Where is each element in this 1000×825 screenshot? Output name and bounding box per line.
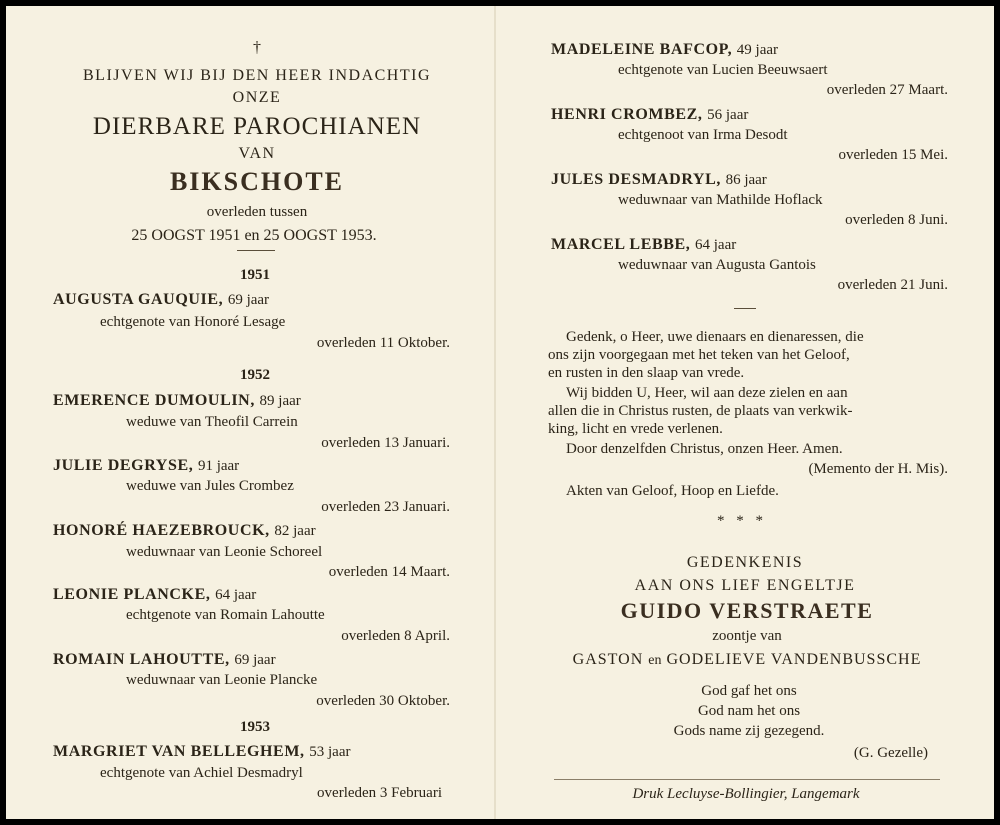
memorial-line-4: zoontje van <box>712 628 782 644</box>
memorial-line-2: AAN ONS LIEF ENGELTJE <box>634 577 856 594</box>
death-date: overleden 13 Januari. <box>321 435 450 451</box>
death-date: overleden 23 Januari. <box>321 499 450 515</box>
relation: echtgenote van Romain Lahoutte <box>126 607 325 623</box>
prayer-source: (Memento der H. Mis). <box>808 461 948 477</box>
poem-author: (G. Gezelle) <box>853 745 928 761</box>
deceased-name: LEONIE PLANCKE, 64 jaar <box>53 586 257 603</box>
prayer-line: ons zijn voorgegaan met het teken van het Geloof, <box>548 347 850 363</box>
poem-line: God nam het ons <box>697 703 801 719</box>
death-date: overleden 8 Juni. <box>845 212 948 228</box>
relation: weduwe van Jules Crombez <box>126 478 294 494</box>
fold-line <box>494 6 496 819</box>
memorial-card <box>6 6 994 819</box>
relation: echtgenote van Honoré Lesage <box>100 314 286 330</box>
prayer-acts: Akten van Geloof, Hoop en Liefde. <box>566 483 779 499</box>
deceased-name: MARGRIET VAN BELLEGHEM, 53 jaar <box>53 743 351 760</box>
relation: weduwnaar van Mathilde Hoflack <box>618 192 823 208</box>
death-date: overleden 21 Juni. <box>837 277 948 293</box>
deceased-name: HONORÉ HAEZEBROUCK, 82 jaar <box>53 522 316 539</box>
deceased-name: MARCEL LEBBE, 64 jaar <box>551 236 737 253</box>
death-date: overleden 27 Maart. <box>826 82 948 98</box>
death-date: overleden 14 Maart. <box>328 564 450 580</box>
child-name: GUIDO VERSTRAETE <box>620 598 874 623</box>
deceased-name: ROMAIN LAHOUTTE, 69 jaar <box>53 651 276 668</box>
parents-names: GASTON en GODELIEVE VANDENBUSSCHE <box>572 651 922 668</box>
prayer-line: Wij bidden U, Heer, wil aan deze zielen en aan <box>566 385 848 401</box>
header-title: DIERBARE PAROCHIANEN <box>92 113 422 140</box>
divider <box>554 779 940 780</box>
death-date: overleden 8 April. <box>341 628 450 644</box>
relation: echtgenote van Lucien Beeuwsaert <box>618 62 828 78</box>
relation: weduwnaar van Leonie Plancke <box>126 672 318 688</box>
header-line-6: overleden tussen <box>206 204 308 220</box>
separator-stars: * * * <box>717 513 767 529</box>
deceased-name: JULIE DEGRYSE, 91 jaar <box>53 457 240 474</box>
prayer-line: en rusten in den slaap van vrede. <box>548 365 745 381</box>
date-range: 25 OOGST 1951 en 25 OOGST 1953. <box>131 227 377 244</box>
relation: weduwe van Theofil Carrein <box>126 414 298 430</box>
year-heading: 1952 <box>240 367 270 383</box>
prayer-line: Door denzelfden Christus, onzen Heer. Amen. <box>566 441 843 457</box>
cross-icon: † <box>253 39 261 56</box>
relation: echtgenote van Achiel Desmadryl <box>100 765 303 781</box>
prayer-line: king, licht en vrede verlenen. <box>548 421 723 437</box>
memorial-line-1: GEDENKENIS <box>686 554 804 571</box>
parish-name: BIKSCHOTE <box>169 167 345 196</box>
deceased-name: EMERENCE DUMOULIN, 89 jaar <box>53 392 301 409</box>
death-date: overleden 15 Mei. <box>838 147 948 163</box>
printer-credit: Druk Lecluyse-Bollingier, Langemark <box>632 786 860 802</box>
deceased-name: AUGUSTA GAUQUIE, 69 jaar <box>53 291 270 308</box>
header-line-4: VAN <box>238 145 276 162</box>
prayer-line: allen die in Christus rusten, de plaats van verkwik- <box>548 403 853 419</box>
death-date: overleden 30 Oktober. <box>316 693 450 709</box>
divider <box>237 250 275 251</box>
year-heading: 1953 <box>240 719 270 735</box>
deceased-name: JULES DESMADRYL, 86 jaar <box>551 171 767 188</box>
death-date: overleden 3 Februari <box>317 785 442 801</box>
relation: echtgenoot van Irma Desodt <box>618 127 788 143</box>
header-line-2: ONZE <box>232 89 282 106</box>
poem-line: Gods name zij gezegend. <box>673 723 825 739</box>
divider <box>734 308 756 309</box>
deceased-name: MADELEINE BAFCOP, 49 jaar <box>551 41 779 58</box>
header-line-1: BLIJVEN WIJ BIJ DEN HEER INDACHTIG <box>82 67 432 84</box>
poem-line: God gaf het ons <box>701 683 797 699</box>
death-date: overleden 11 Oktober. <box>316 335 450 351</box>
deceased-name: HENRI CROMBEZ, 56 jaar <box>551 106 749 123</box>
year-heading: 1951 <box>240 267 270 283</box>
prayer-line: Gedenk, o Heer, uwe dienaars en dienaressen, die <box>566 329 864 345</box>
relation: weduwnaar van Leonie Schoreel <box>126 544 323 560</box>
relation: weduwnaar van Augusta Gantois <box>618 257 816 273</box>
